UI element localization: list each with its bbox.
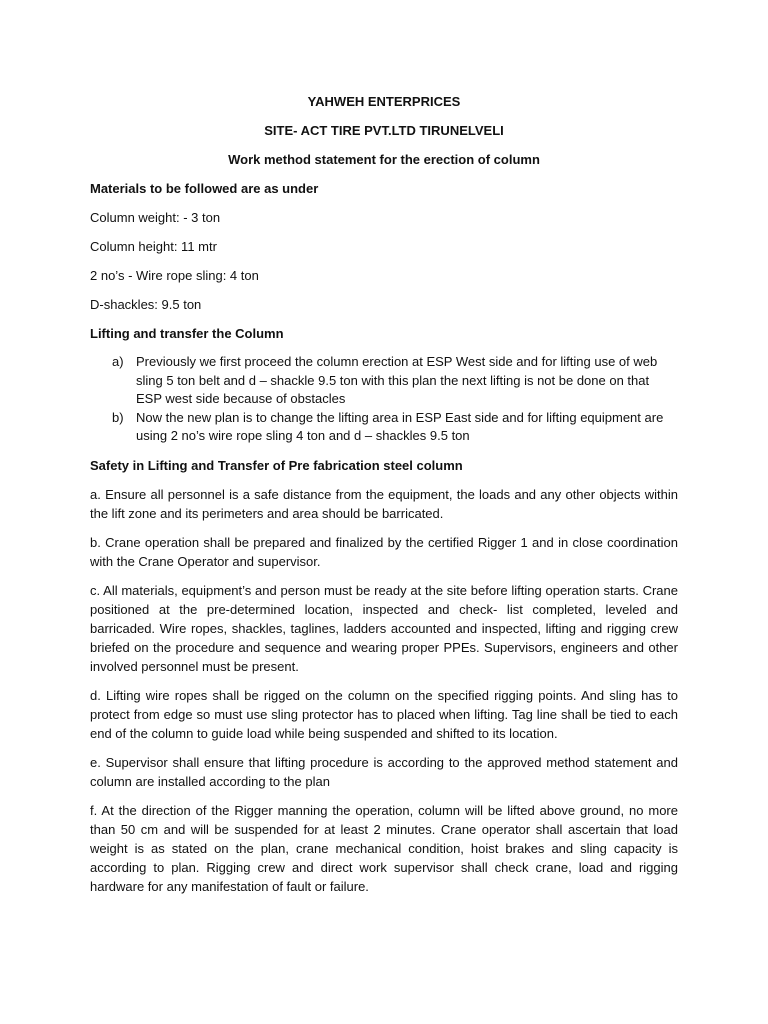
list-item bbox=[90, 353, 678, 409]
lifting-heading: Lifting and transfer the Column bbox=[90, 326, 284, 341]
lifting-list bbox=[90, 353, 678, 446]
material-wire-rope-sling: 2 no’s - Wire rope sling: 4 ton bbox=[90, 268, 259, 283]
safety-paragraph-c: c. All materials, equipment’s and person must be ready at the site before lifting operation starts. Crane positioned at the pre-determined location, inspected and check- list completed, leveled and barricaded. Wire ropes, shackles, taglines, ladders accounted and inspected, lifting and rigging crew briefed on the procedure and sequence and wearing proper PPEs. Supervisors, engineers and other involved personnel must be present. bbox=[90, 582, 678, 674]
material-d-shackles: D-shackles: 9.5 ton bbox=[90, 297, 202, 312]
material-column-height: Column height: 11 mtr bbox=[90, 239, 217, 254]
material-column-weight: Column weight: - 3 ton bbox=[90, 210, 221, 225]
safety-paragraph-b: b. Crane operation shall be prepared and finalized by the certified Rigger 1 and in close coordination with the Crane Operator and supervisor. bbox=[90, 534, 678, 569]
document-title: Work method statement for the erection of column bbox=[228, 152, 540, 167]
safety-paragraph-d: d. Lifting wire ropes shall be rigged on the column on the specified rigging points. And sling has to protect from edge so must use sling protector has to placed when lifting. Tag line shall be tied to each end of the column to guide load while being suspended and shifted to its location. bbox=[90, 687, 678, 741]
list-item-text: Previously we first proceed the column erection at ESP West side and for lifting use of web sling 5 ton belt and d – shackle 9.5 ton with this plan the next lifting is not be done on that ESP west side because of obstacles bbox=[136, 354, 658, 406]
safety-paragraph-f: f. At the direction of the Rigger manning the operation, column will be lifted above ground, no more than 50 cm and will be suspended for at least 2 minutes. Crane operator shall ascertain that load weight is as stated on the plan, crane mechanical condition, hoist brakes and sling capacity is according to plan. Rigging crew and direct work supervisor shall check crane, load and rigging hardware for any manifestation of fault or failure. bbox=[90, 802, 678, 894]
company-name: YAHWEH ENTERPRICES bbox=[307, 94, 461, 109]
list-marker: b) bbox=[112, 409, 124, 425]
list-marker: a) bbox=[112, 354, 124, 369]
safety-paragraph-e: e. Supervisor shall ensure that lifting procedure is according to the approved method statement and column are installed according to the plan bbox=[90, 754, 678, 789]
safety-paragraph-a: a. Ensure all personnel is a safe distance from the equipment, the loads and any other objects within the lift zone and its perimeters and area should be barricated. bbox=[90, 486, 678, 521]
list-item-text: Now the new plan is to change the lifting area in ESP East side and for lifting equipment are using 2 no’s wire rope sling 4 ton and d – shackles 9.5 ton bbox=[136, 409, 664, 443]
safety-heading: Safety in Lifting and Transfer of Pre fabrication steel column bbox=[90, 457, 463, 473]
materials-heading: Materials to be followed are as under bbox=[90, 181, 319, 196]
site-name: SITE- ACT TIRE PVT.LTD TIRUNELVELI bbox=[264, 123, 504, 138]
list-item bbox=[90, 409, 678, 446]
